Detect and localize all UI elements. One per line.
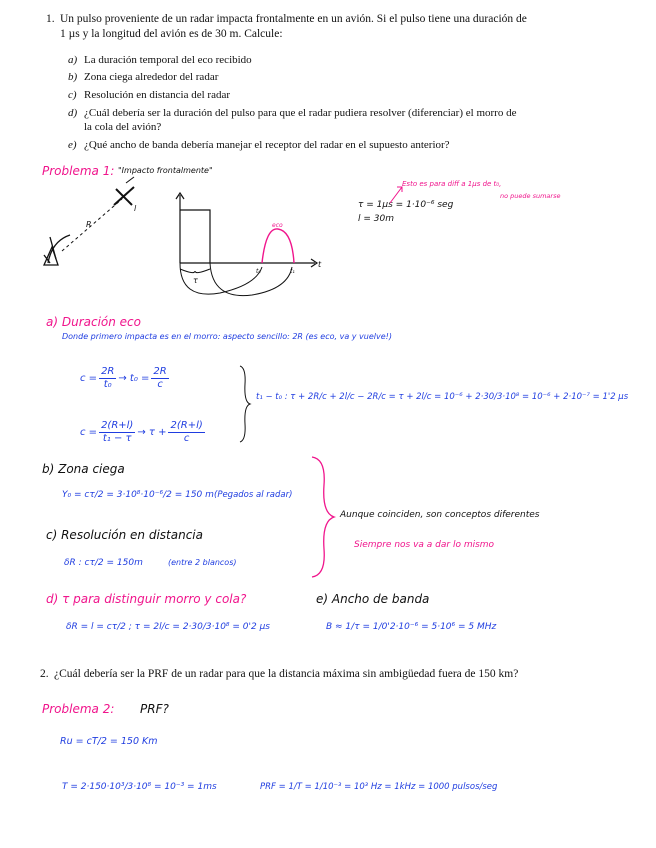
brace-a [238, 364, 252, 444]
problem1-line1: Un pulso proveniente de un radar impacta frontalmente en un avión. Si el pulso tiene una duración de [60, 13, 527, 25]
item-c-text: Resolución en distancia del radar [84, 89, 231, 101]
p2-title: Problema 2: [42, 702, 115, 716]
given-tau: τ = 1µs = 1·10⁻⁶ seg [358, 200, 454, 210]
a-title: a) Duración eco [46, 315, 141, 329]
bracket-note2: Siempre nos va a dar lo mismo [354, 540, 495, 550]
p1-title: Problema 1: [42, 164, 115, 178]
label-t: t [318, 260, 322, 269]
c-title: c) Resolución en distancia [46, 528, 203, 542]
label-eco: eco [272, 222, 283, 229]
d-eq: δR = l = cτ/2 ; τ = 2l/c = 2·30/3·10⁸ = 0'2 µs [66, 622, 270, 632]
p2-subtitle: PRF? [140, 702, 169, 716]
problem2-number: 2. [40, 668, 49, 680]
label-R: R [86, 220, 92, 229]
given-note2: no puede sumarse [500, 192, 561, 200]
item-d-text: ¿Cuál debería ser la duración del pulso para que el radar pudiera resolver (diferenciar) el morro de [84, 107, 517, 119]
bracket-pink [310, 455, 336, 580]
label-l: l [134, 204, 137, 213]
e-title: e) Ancho de banda [316, 592, 430, 606]
note-arrow [388, 183, 406, 205]
problem1-line2: 1 µs y la longitud del avión es de 30 m. Calcule: [60, 28, 283, 40]
item-d-label: d) [68, 107, 78, 119]
label-t0: t₀ [256, 268, 261, 275]
c-eq: δR : cτ/2 = 150m [64, 558, 143, 568]
item-e-text: ¿Qué ancho de banda debería manejar el receptor del radar en el supuesto anterior? [84, 139, 450, 151]
eq2: c = $\frac{2(R+l)}{\text{t₁ − τ}}$ → τ + $\frac{2(R+l)}{c}$ [80, 420, 203, 444]
item-b-text: Zona ciega alrededor del radar [84, 71, 219, 83]
beam-line [62, 199, 122, 251]
echo-pulse [262, 229, 294, 263]
label-t1: t₁ [290, 268, 295, 275]
b-note: (Pegados al radar) [214, 490, 293, 500]
e-eq: B ≈ 1/τ = 1/0'2·10⁻⁶ = 5·10⁶ = 5 MHz [326, 622, 497, 632]
radar-diagram [30, 175, 330, 300]
given-l: l = 30m [358, 214, 394, 224]
item-c-label: c) [68, 89, 77, 101]
problem2-text: ¿Cuál debería ser la PRF de un radar para que la distancia máxima sin ambigüedad fuera de 150 km? [54, 668, 519, 680]
a-note: Donde primero impacta es en el morro: aspecto sencillo: 2R (es eco, va y vuelve!) [62, 332, 392, 341]
c-note: (entre 2 blancos) [168, 558, 237, 567]
a-result: t₁ − t₀ : τ + 2R/c + 2l/c − 2R/c = τ + 2l/c = 10⁻⁶ + 2·30/3·10⁸ = 10⁻⁶ + 2·10⁻⁷ = 1'2 µs [256, 392, 629, 402]
given-note: Esto es para diff a 1µs de t₀, [402, 180, 502, 188]
airplane-icon [114, 177, 134, 205]
radar-dish-icon [44, 235, 70, 265]
label-tau: τ [193, 276, 198, 285]
item-d-text2: la cola del avión? [84, 121, 162, 133]
p2-eq1: Ru = cT/2 = 150 Km [60, 736, 158, 747]
p2-eq3: PRF = 1/T = 1/10⁻³ = 10³ Hz = 1kHz = 1000 pulsos/seg [260, 782, 498, 792]
eq1: c = $\frac{2R}{\text{t₀}}$ → t₀ = $\frac{2R}{c}$ [80, 366, 167, 390]
p1-subtitle: "Impacto frontalmente" [118, 166, 213, 175]
b-title: b) Zona ciega [42, 462, 125, 476]
problem1-number: 1. [46, 13, 55, 25]
item-b-label: b) [68, 71, 78, 83]
b-eq: Y₀ = cτ/2 = 3·10⁸·10⁻⁶/2 = 150 m [62, 490, 214, 500]
item-a-text: La duración temporal del eco recibido [84, 54, 252, 66]
p2-eq2: T = 2·150·10³/3·10⁸ = 10⁻³ = 1ms [62, 782, 217, 792]
bracket-note: Aunque coinciden, son conceptos diferentes [340, 510, 540, 520]
item-e-label: e) [68, 139, 77, 151]
d-title: d) τ para distinguir morro y cola? [46, 592, 247, 606]
item-a-label: a) [68, 54, 78, 66]
pulse-plot [176, 193, 317, 267]
